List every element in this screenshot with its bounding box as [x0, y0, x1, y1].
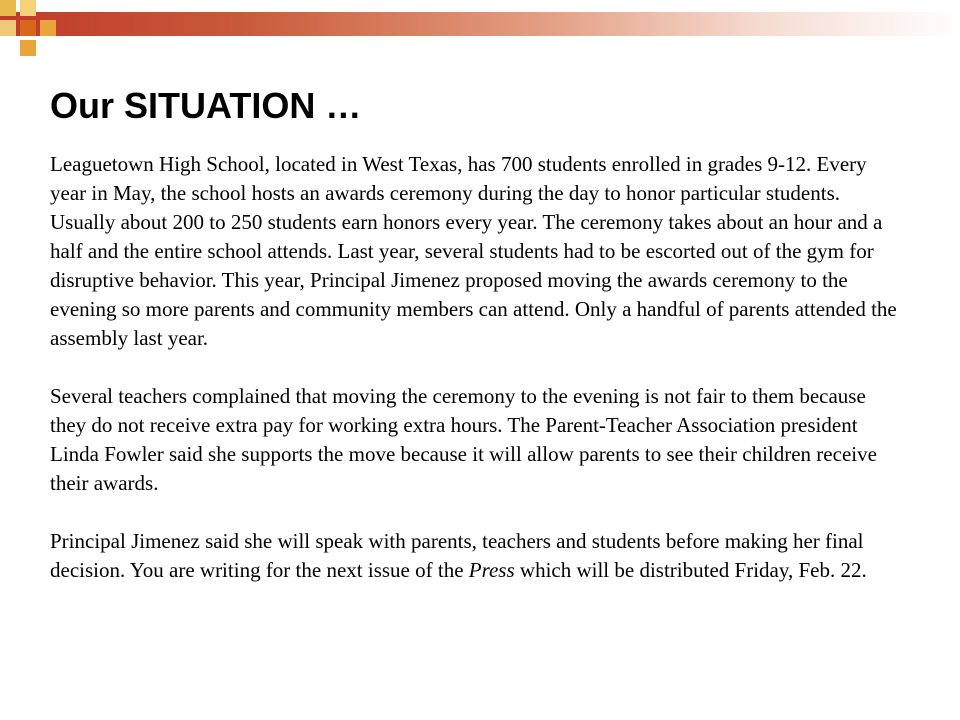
decor-square — [40, 20, 56, 36]
paragraph-assignment-start: Principal Jimenez said she will speak with parents, teachers and students before making her final decision. You are writing for the next issue of the — [50, 529, 864, 582]
paragraph-situation: Leaguetown High School, located in West Texas, has 700 students enrolled in grades 9-12. Every year in May, the school hosts an awards ceremony during the day to honor particular students. Usually about 200 to 250 students earn honors every year. The ceremony takes about an hour and a half and the entire school attends. Last year, several students had to be escorted out of the gym for disruptive behavior. This year, Principal Jimenez proposed moving the awards ceremony to the evening so more parents and community members can attend. Only a handful of parents attended the assembly last year. — [50, 152, 897, 350]
slide-body — [50, 150, 906, 585]
slide-title: Our SITUATION … — [50, 85, 362, 126]
decor-square — [20, 20, 36, 36]
paragraph-teachers: Several teachers complained that moving the ceremony to the evening is not fair to them because they do not receive extra pay for working extra hours. The Parent-Teacher Association president Linda Fowler said she supports the move because it will allow parents to see their children receive their awards. — [50, 384, 877, 495]
decor-square — [20, 0, 36, 16]
paragraph-assignment-end: which will be distributed Friday, Feb. 22. — [514, 558, 867, 582]
header-gradient-bar — [0, 12, 960, 36]
decor-square — [0, 20, 16, 36]
paragraph-assignment — [50, 527, 906, 585]
decor-square — [0, 0, 16, 16]
publication-name: Press — [468, 558, 515, 582]
decor-square — [20, 40, 36, 56]
